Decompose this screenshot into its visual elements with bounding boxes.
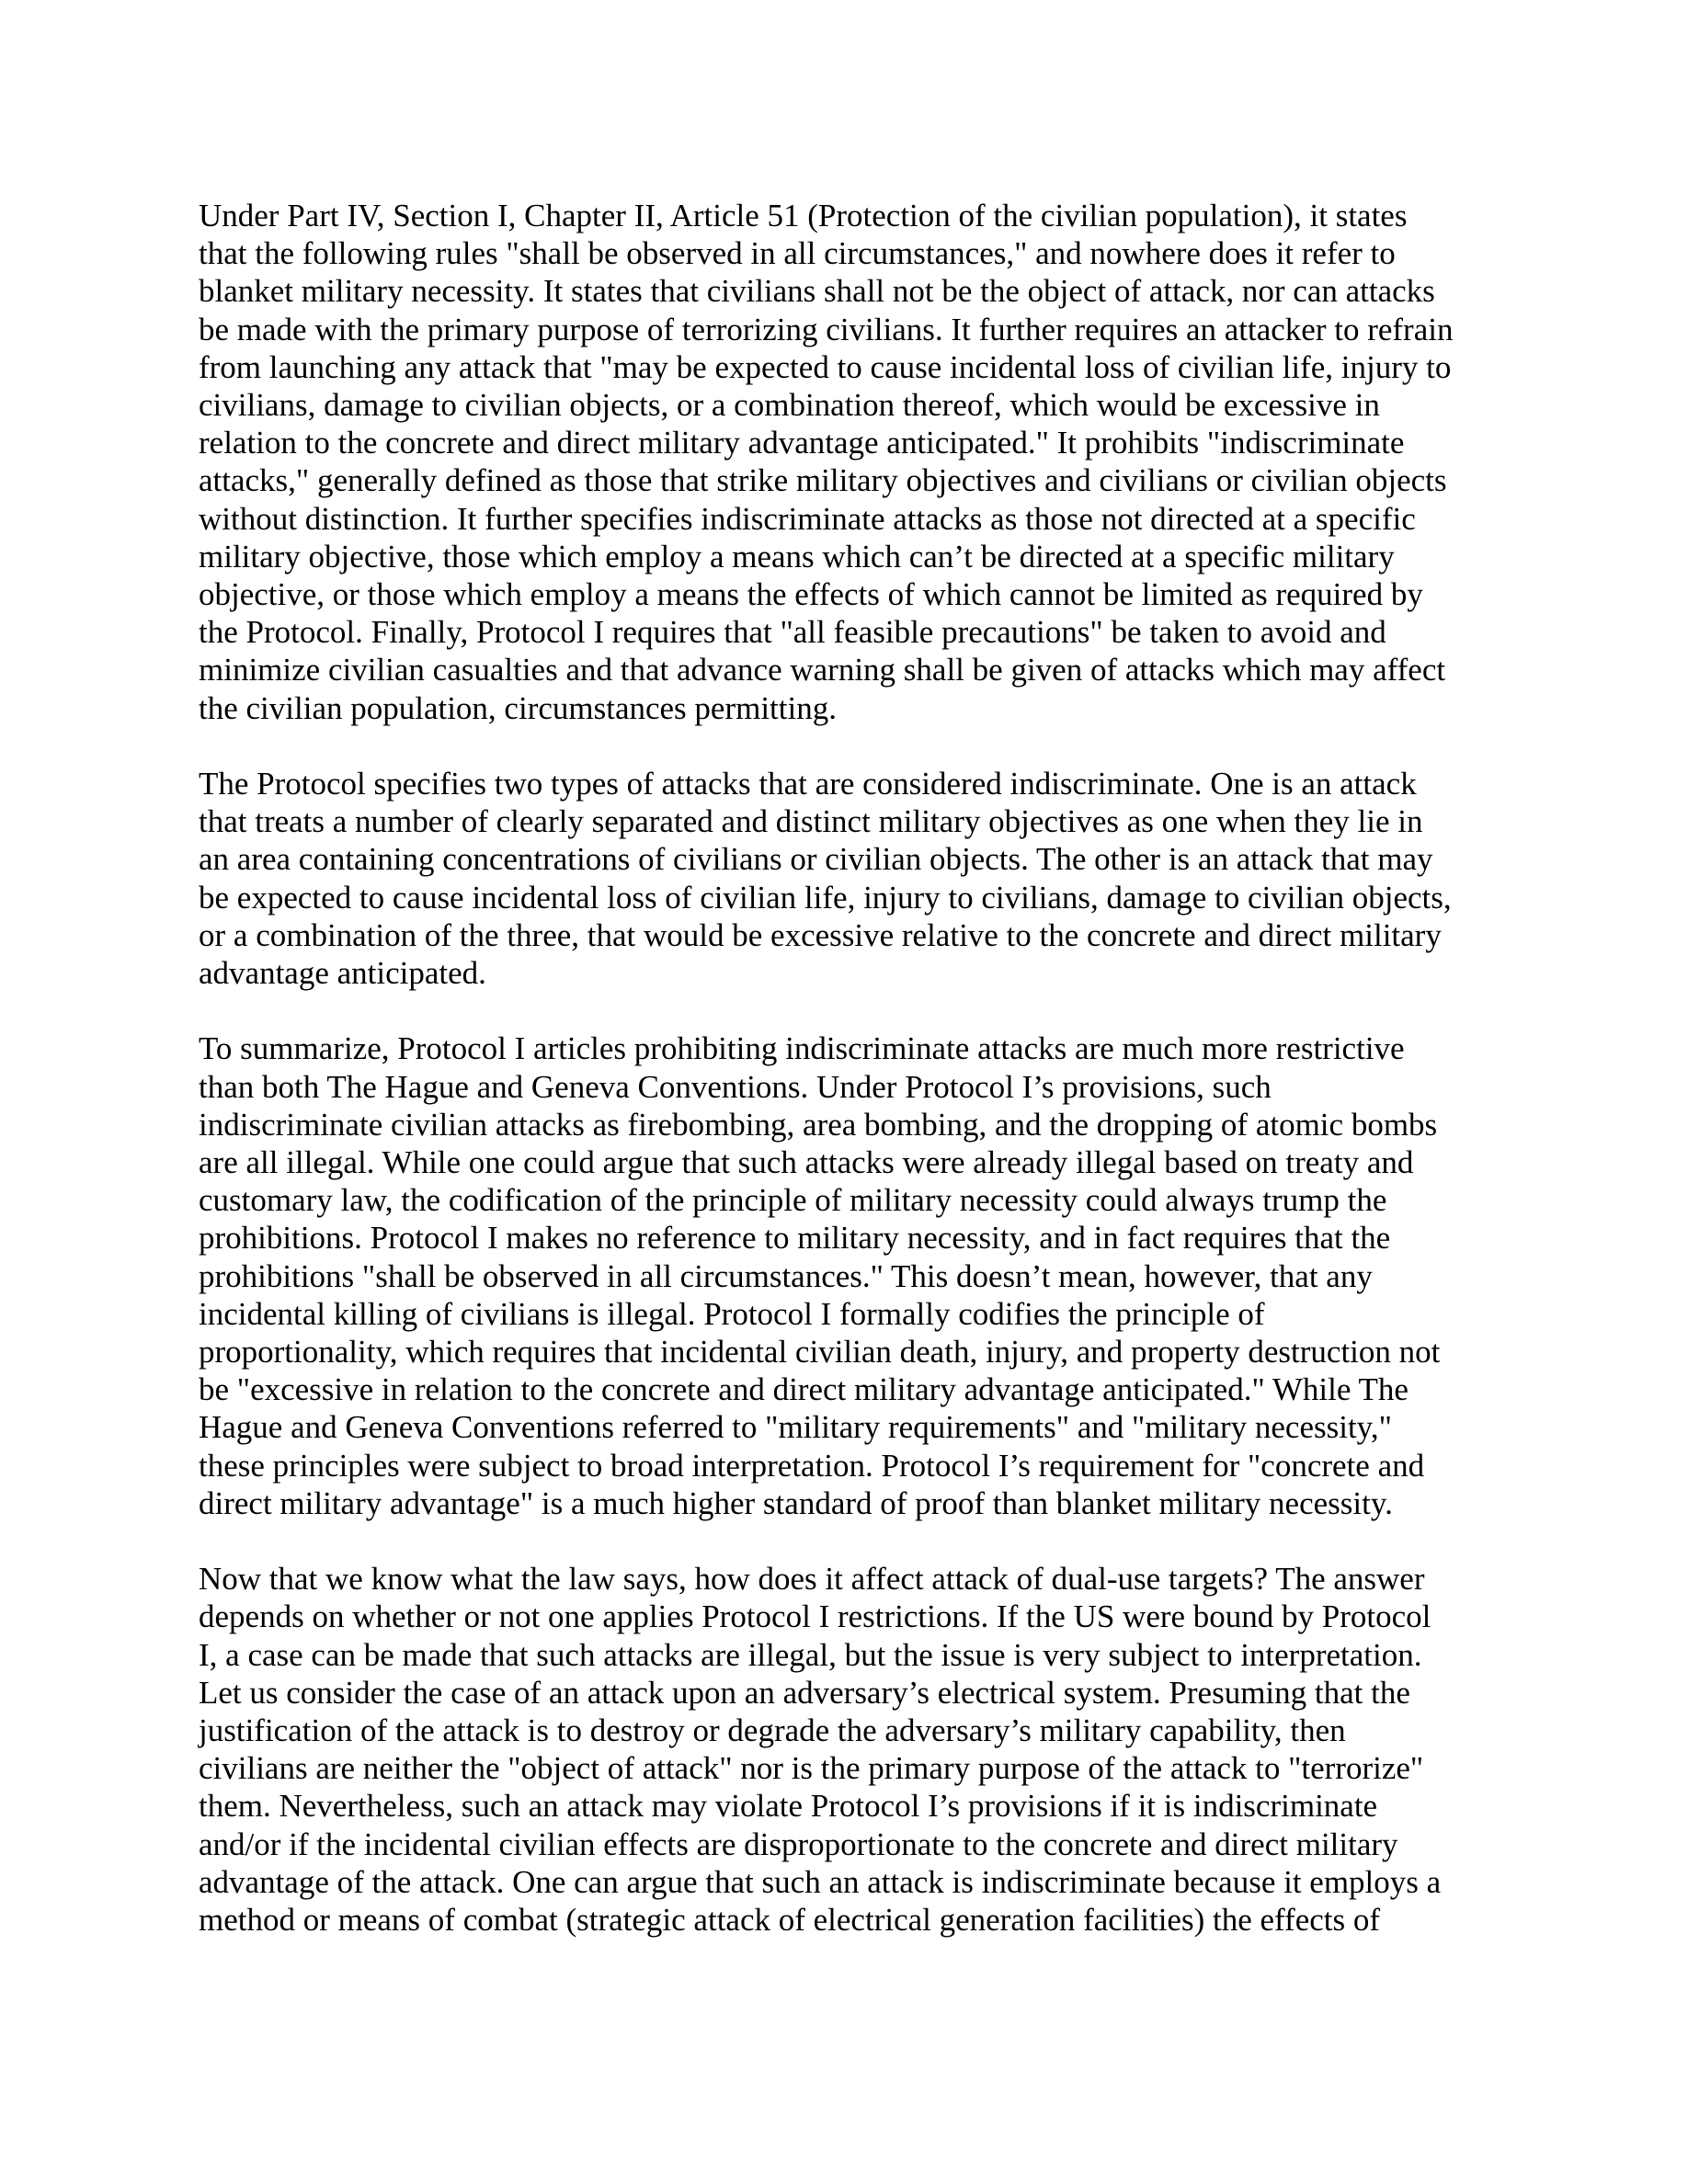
- text-line: depends on whether or not one applies Protocol I restrictions. If the US were bound by Protocol: [199, 1598, 1431, 1635]
- text-line: civilians are neither the "object of attack" nor is the primary purpose of the attack to "terrorize": [199, 1750, 1424, 1787]
- text-line: method or means of combat (strategic attack of electrical generation facilities) the effects of: [199, 1902, 1381, 1939]
- paragraph-article-51: [199, 197, 1504, 727]
- text-line: are all illegal. While one could argue that such attacks were already illegal based on treaty and: [199, 1144, 1414, 1181]
- text-line: prohibitions. Protocol I makes no reference to military necessity, and in fact requires that the: [199, 1220, 1391, 1257]
- text-line: Under Part IV, Section I, Chapter II, Article 51 (Protection of the civilian population), it states: [199, 198, 1408, 233]
- text-line: than both The Hague and Geneva Conventions. Under Protocol I’s provisions, such: [199, 1068, 1272, 1105]
- text-line: be made with the primary purpose of terrorizing civilians. It further requires an attacker to refrain: [199, 311, 1454, 347]
- text-line: blanket military necessity. It states that civilians shall not be the object of attack, nor can attacks: [199, 273, 1435, 310]
- text-line: advantage of the attack. One can argue that such an attack is indiscriminate because it employs a: [199, 1863, 1442, 1900]
- text-line: I, a case can be made that such attacks are illegal, but the issue is very subject to interpretation.: [199, 1636, 1422, 1673]
- paragraph-summary: [199, 1029, 1504, 1522]
- text-line: proportionality, which requires that incidental civilian death, injury, and property destruction not: [199, 1334, 1441, 1371]
- text-line: that treats a number of clearly separated and distinct military objectives as one when they lie in: [199, 803, 1423, 840]
- text-line: the Protocol. Finally, Protocol I requires that "all feasible precautions" be taken to avoid and: [199, 614, 1386, 651]
- text-line: The Protocol specifies two types of attacks that are considered indiscriminate. One is an attack: [199, 766, 1417, 802]
- text-line: civilians, damage to civilian objects, or a combination thereof, which would be excessive in: [199, 387, 1380, 424]
- text-line: indiscriminate civilian attacks as firebombing, area bombing, and the dropping of atomic bombs: [199, 1106, 1438, 1143]
- paragraph-dual-use-targets: [199, 1560, 1504, 1939]
- text-line: advantage anticipated.: [199, 955, 486, 992]
- text-line: these principles were subject to broad interpretation. Protocol I’s requirement for "concrete and: [199, 1447, 1425, 1484]
- text-line: To summarize, Protocol I articles prohibiting indiscriminate attacks are much more restrictive: [199, 1030, 1405, 1067]
- text-line: Let us consider the case of an attack upon an adversary’s electrical system. Presuming that the: [199, 1674, 1410, 1711]
- text-line: direct military advantage" is a much higher standard of proof than blanket military necessity.: [199, 1484, 1393, 1521]
- text-line: attacks," generally defined as those that strike military objectives and civilians or civilian objects: [199, 462, 1447, 499]
- text-line: and/or if the incidental civilian effects are disproportionate to the concrete and direct military: [199, 1826, 1398, 1862]
- text-line: an area containing concentrations of civilians or civilian objects. The other is an attack that may: [199, 841, 1433, 878]
- text-line: or a combination of the three, that would be excessive relative to the concrete and direct military: [199, 916, 1442, 953]
- text-line: Hague and Geneva Conventions referred to "military requirements" and "military necessity,": [199, 1409, 1392, 1446]
- text-line: the civilian population, circumstances permitting.: [199, 689, 837, 726]
- text-line: be "excessive in relation to the concrete and direct military advantage anticipated." While The: [199, 1371, 1409, 1408]
- paragraph-indiscriminate-types: [199, 765, 1504, 992]
- text-line: objective, or those which employ a means the effects of which cannot be limited as required by: [199, 576, 1423, 613]
- text-line: justification of the attack is to destroy or degrade the adversary’s military capability, then: [199, 1712, 1346, 1749]
- text-line: customary law, the codification of the principle of military necessity could always trump the: [199, 1182, 1387, 1219]
- text-line: without distinction. It further specifies indiscriminate attacks as those not directed at a specific: [199, 500, 1416, 537]
- text-line: from launching any attack that "may be expected to cause incidental loss of civilian life, injury to: [199, 348, 1452, 385]
- text-line: prohibitions "shall be observed in all circumstances." This doesn’t mean, however, that any: [199, 1257, 1373, 1294]
- text-line: them. Nevertheless, such an attack may violate Protocol I’s provisions if it is indiscriminate: [199, 1788, 1378, 1825]
- text-line: military objective, those which employ a means which can’t be directed at a specific military: [199, 538, 1395, 574]
- text-line: Now that we know what the law says, how does it affect attack of dual-use targets? The answer: [199, 1561, 1425, 1598]
- text-line: relation to the concrete and direct military advantage anticipated." It prohibits "indiscriminate: [199, 425, 1405, 461]
- text-line: be expected to cause incidental loss of civilian life, injury to civilians, damage to civilian objects,: [199, 879, 1452, 916]
- text-line: minimize civilian casualties and that advance warning shall be given of attacks which may affect: [199, 652, 1446, 688]
- text-line: that the following rules "shall be observed in all circumstances," and nowhere does it refer to: [199, 235, 1396, 272]
- body-text: [199, 197, 1504, 1976]
- text-line: incidental killing of civilians is illegal. Protocol I formally codifies the principle of: [199, 1295, 1265, 1332]
